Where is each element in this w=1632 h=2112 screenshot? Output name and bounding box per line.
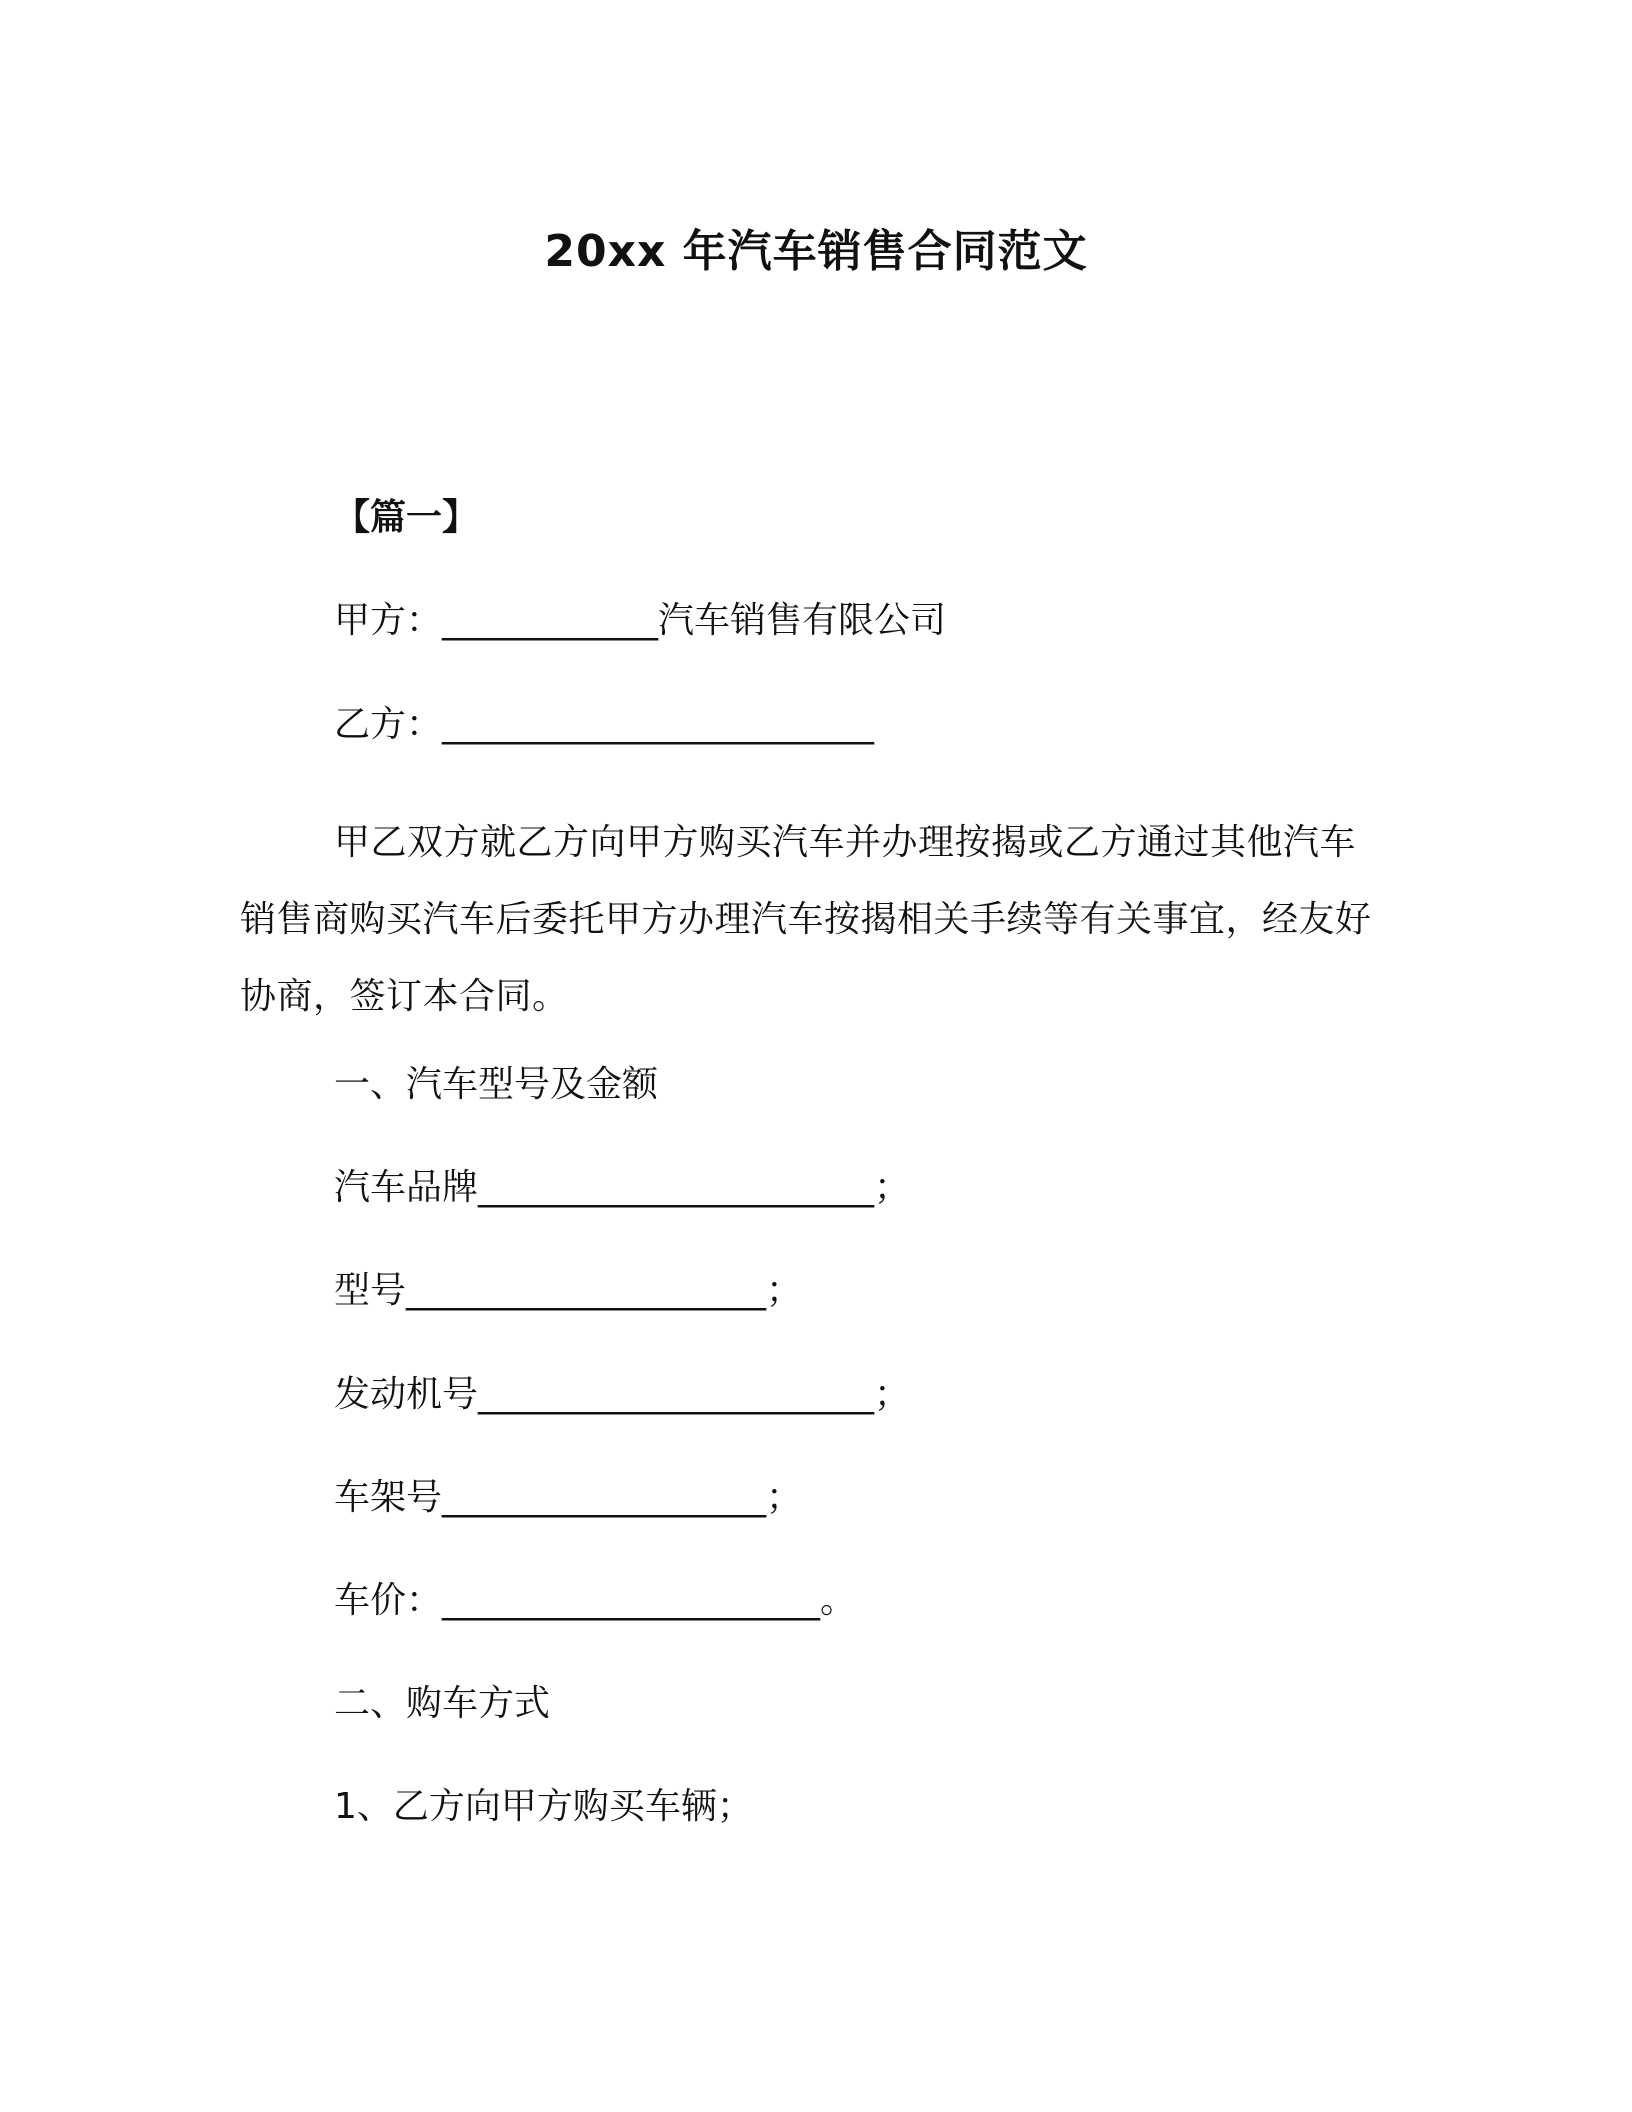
purchase-item-1: 1、乙方向甲方购买车辆； — [334, 1786, 753, 1827]
frame-number-line: 车架号__________________； — [334, 1477, 803, 1518]
model-line: 型号____________________； — [334, 1270, 803, 1311]
intro-paragraph: 甲乙双方就乙方向甲方购买汽车并办理按揭或乙方通过其他汽车销售商购买汽车后委托甲方办理汽车按揭相关手续等有关事宜，经友好协商，签订本合同。 — [240, 822, 1372, 1017]
car-brand-line: 汽车品牌______________________； — [334, 1167, 911, 1208]
section-label: 【篇一】 — [334, 497, 479, 538]
section2-heading: 二、购车方式 — [334, 1683, 551, 1724]
party-b-line: 乙方：________________________ — [334, 704, 875, 745]
document-title: 20xx 年汽车销售合同范文 — [544, 226, 1088, 277]
engine-number-line: 发动机号______________________； — [334, 1374, 911, 1415]
party-a-line: 甲方：____________汽车销售有限公司 — [334, 600, 947, 641]
section1-heading: 一、汽车型号及金额 — [334, 1064, 659, 1105]
car-price-line: 车价：_____________________。 — [334, 1580, 857, 1621]
